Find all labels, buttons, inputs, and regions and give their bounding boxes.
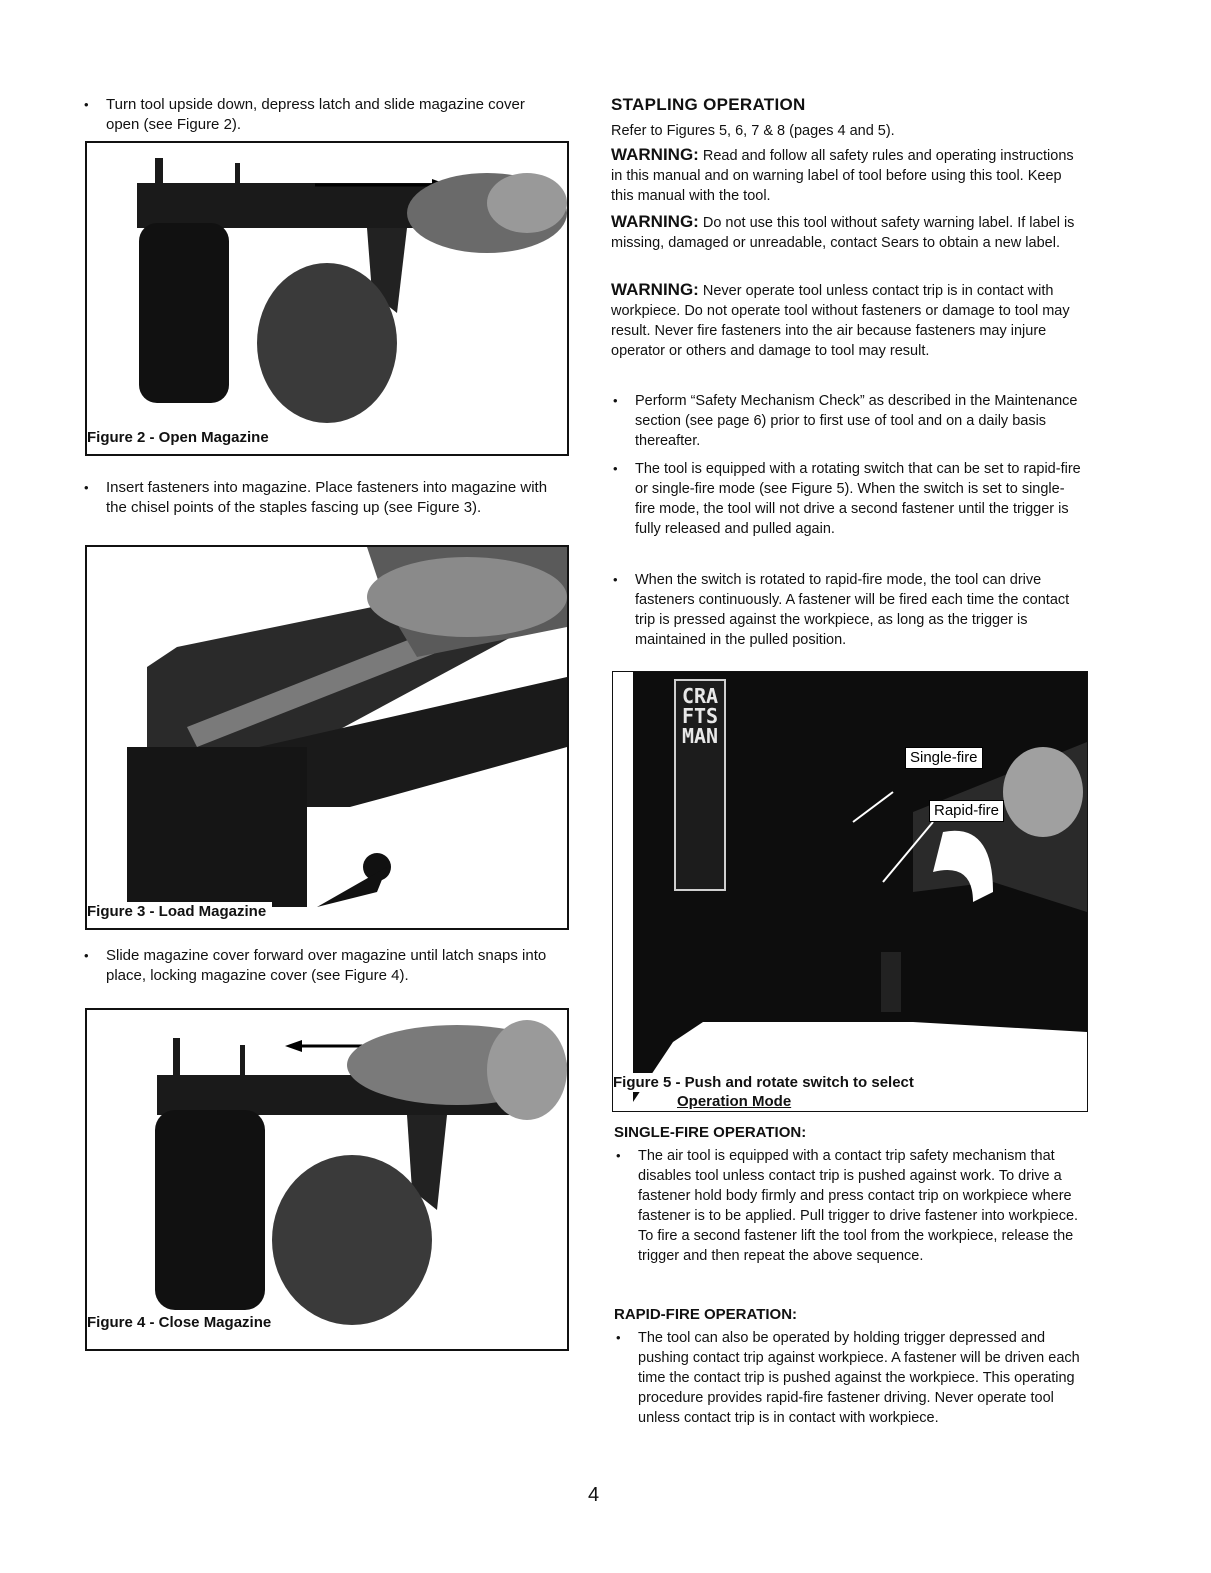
right-bullet-3-text: When the switch is rotated to rapid-fire mode, the tool can drive fasteners continuously. A fastener will be fired each time the contact trip is pressed against the workpiece, as long as the trigger is maintained in the pulled position. <box>635 572 1070 648</box>
single-fire-heading: SINGLE-FIRE OPERATION: <box>614 1124 807 1141</box>
figure-3-photo <box>87 547 567 928</box>
left-bullet-1 <box>84 95 556 135</box>
right-bullet-1-text: Perform “Safety Mechanism Check” as described in the Maintenance section (see page 6) prior to first use of tool and on a daily basis thereafter. <box>635 393 1078 449</box>
bullet-icon: • <box>613 572 618 587</box>
right-bullet-3 <box>613 570 1081 650</box>
left-bullet-3 <box>84 946 556 986</box>
left-bullet-2 <box>84 478 556 518</box>
right-bullet-1 <box>613 391 1081 451</box>
warning-label: WARNING: <box>611 280 699 299</box>
warning-label: WARNING: <box>611 212 699 231</box>
single-fire-bullet <box>616 1146 1084 1266</box>
stapling-heading: STAPLING OPERATION <box>611 95 806 114</box>
rapid-fire-label: Rapid-fire <box>929 800 1004 822</box>
rapid-fire-text: The tool can also be operated by holding trigger depressed and pushing contact trip against workpiece. A fastener will be driven each time the contact trip is pushed against the workpiece. This operating procedure provides rapid-fire fastener driving. Never operate tool unless contact trip is in contact with workpiece. <box>638 1330 1080 1426</box>
page-number: 4 <box>588 1484 600 1506</box>
figure-4 <box>85 1008 569 1351</box>
figure-5-caption-line-2: Operation Mode <box>677 1093 792 1110</box>
bullet-icon: • <box>84 97 89 112</box>
right-bullet-2-text: The tool is equipped with a rotating switch that can be set to rapid-fire or single-fire mode (see Figure 5). When the switch is set to single-fire mode, the tool will not drive a second fastener until the trigger is fully released and pulled again. <box>635 461 1081 537</box>
left-bullet-2-text: Insert fasteners into magazine. Place fasteners into magazine with the chisel points of the staples fascing up (see Figure 3). <box>106 479 548 516</box>
refer-text: Refer to Figures 5, 6, 7 & 8 (pages 4 and 5). <box>611 123 895 139</box>
left-bullet-3-text: Slide magazine cover forward over magazine until latch snaps into place, locking magazine cover (see Figure 4). <box>106 947 547 984</box>
figure-3-caption: Figure 3 - Load Magazine <box>87 902 272 921</box>
figure-5-caption-line-1: Figure 5 - Push and rotate switch to select <box>613 1073 985 1092</box>
rapid-fire-heading: RAPID-FIRE OPERATION: <box>614 1306 798 1323</box>
warning-label: WARNING: <box>611 145 699 164</box>
figure-2-photo <box>87 143 567 454</box>
left-bullet-1-text: Turn tool upside down, depress latch and slide magazine cover open (see Figure 2). <box>106 96 525 133</box>
warning-1-text: Read and follow all safety rules and operating instructions in this manual and on warning label of tool before using this tool. Keep this manual with the tool. <box>611 148 1074 204</box>
warning-2-text: Do not use this tool without safety warning label. If label is missing, damaged or unreadable, contact Sears to obtain a new label. <box>611 215 1075 251</box>
warning-3 <box>611 280 1081 361</box>
rapid-fire-bullet <box>616 1328 1084 1428</box>
figure-2 <box>85 141 569 456</box>
figure-2-caption: Figure 2 - Open Magazine <box>87 428 275 447</box>
bullet-icon: • <box>84 948 89 963</box>
figure-5-brand: CRAFTSMAN <box>681 684 719 748</box>
bullet-icon: • <box>616 1148 621 1163</box>
bullet-icon: • <box>616 1330 621 1345</box>
bullet-icon: • <box>84 480 89 495</box>
warning-2 <box>611 212 1081 253</box>
figure-4-caption: Figure 4 - Close Magazine <box>87 1313 277 1332</box>
single-fire-text: The air tool is equipped with a contact trip safety mechanism that disables tool unless contact trip is pushed against work. To drive a fastener hold body firmly and press contact trip on workpiece where fastener is to be applied. Pull trigger to drive fastener into workpiece. To fire a second fastener lift the tool from the workpiece, release the trigger and then repeat the above sequence. <box>638 1148 1079 1264</box>
figure-4-photo <box>87 1010 567 1349</box>
warning-3-text: Never operate tool unless contact trip is in contact with workpiece. Do not operate tool without fasteners or damage to tool may result. Never fire fasteners into the air because fasteners may injure operator or others and damage to tool may result. <box>611 283 1070 359</box>
figure-5 <box>612 671 1088 1112</box>
warning-1 <box>611 145 1081 206</box>
figure-3 <box>85 545 569 930</box>
bullet-icon: • <box>613 461 618 476</box>
single-fire-label: Single-fire <box>905 747 983 769</box>
right-bullet-2 <box>613 459 1081 539</box>
bullet-icon: • <box>613 393 618 408</box>
